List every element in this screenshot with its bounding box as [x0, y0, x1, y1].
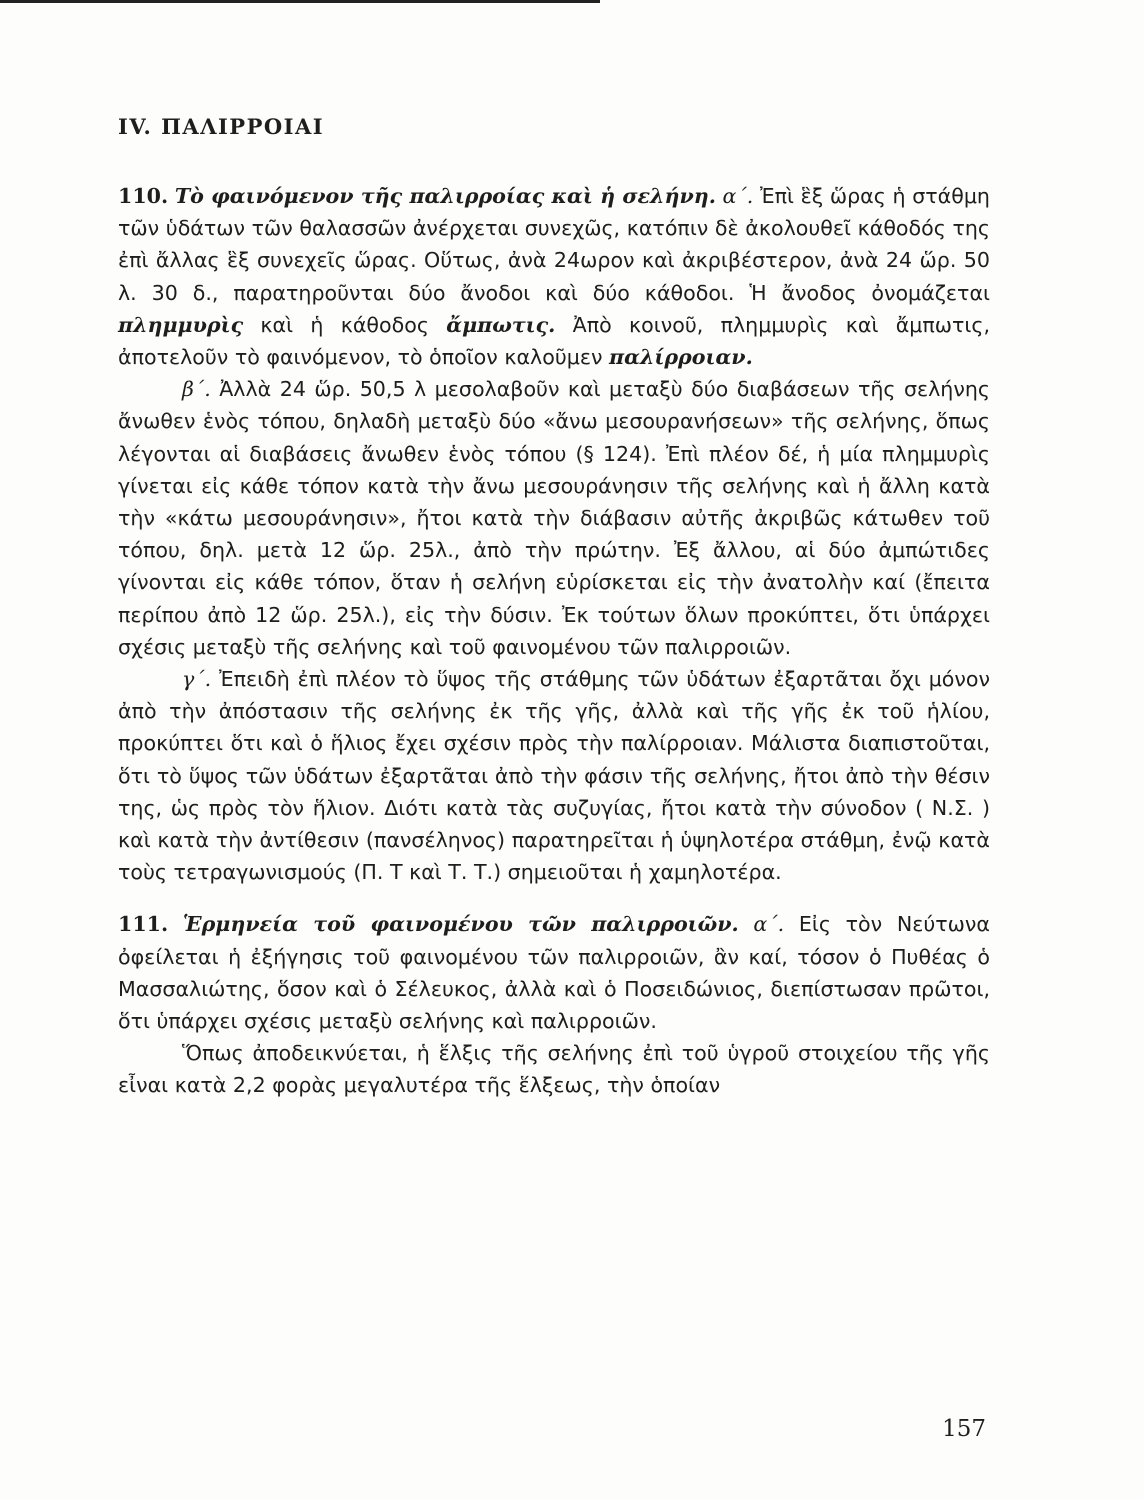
- key-term: ἄμπωτις.: [446, 312, 556, 337]
- page-edge-mark: [0, 0, 600, 3]
- enum-label: β΄.: [182, 377, 211, 402]
- section-number: 111.: [118, 912, 169, 937]
- section-title: Τὸ φαινόμενον τῆς παλιρροίας καὶ ἡ σελήνη.: [174, 184, 716, 208]
- book-page: [118, 112, 990, 1102]
- paragraph-text: Ἐπειδὴ ἐπὶ πλέον τὸ ὕψος τῆς στάθμης τῶν ὑδάτων ἐξαρτᾶται ὄχι μόνον ἀπὸ τὴν ἀπόστασιν τῆς σελήνης ἐκ τῆς γῆς, ἀλλὰ καὶ τῆς γῆς ἐκ τοῦ ἡλίου, προκύπτει ὅτι καὶ ὁ ἥλιος ἔχει σχέσιν πρὸς τὴν παλίρροιαν. Μάλιστα διαπιστοῦται, ὅτι τὸ ὕψος τῶν ὑδάτων ἐξαρτᾶται ἀπὸ τὴν φάσιν τῆς σελήνης, ἤτοι ἀπὸ τὴν θέσιν της, ὡς πρὸς τὸν ἥλιον. Διότι κατὰ τὰς συζυγίας, ἤτοι κατὰ τὴν σύνοδον ( Ν.Σ. ) καὶ κατὰ τὴν ἀντίθεσιν (πανσέληνος) παρατηρεῖται ἡ ὑψηλοτέρα στάθμη, ἐνῷ κατὰ τοὺς τετραγωνισμούς (Π. Τ καὶ Τ. Τ.) σημειοῦται ἡ χαμηλοτέρα.: [118, 667, 991, 885]
- paragraph-text: Ἐπὶ ἓξ ὥρας ἡ στάθμη τῶν ὑδάτων τῶν θαλασσῶν ἀνέρχεται συνεχῶς, κατόπιν δὲ ἀκολουθεῖ κάθοδός της ἐπὶ ἄλλας ἓξ συνεχεῖς ὥρας. Οὕτως, ἀνὰ 24ωρον καὶ ἀκριβέστερον, ἀνὰ 24 ὥρ. 50 λ. 30 δ., παρατηροῦνται δύο ἄνοδοι καὶ δύο κάθοδοι. Ἡ ἄνοδος ὀνομάζεται: [118, 184, 990, 305]
- key-term: πλημμυρὶς: [118, 312, 244, 337]
- section-title: Ἑρμηνεία τοῦ φαινομένου τῶν παλιρροιῶν.: [182, 912, 739, 937]
- key-term: παλίρροιαν.: [609, 345, 753, 370]
- enum-label: α΄.: [753, 912, 785, 937]
- section-111-paragraph-2: [118, 1037, 990, 1101]
- paragraph-text: Ἀπὸ κοινοῦ, πλημμυρὶς καὶ ἄμπωτις, ἀποτελοῦν τὸ φαινόμενον, τὸ ὁποῖον καλοῦμεν: [118, 312, 991, 370]
- enum-label: γ΄.: [182, 667, 212, 692]
- section-110-intro: [118, 180, 990, 373]
- enum-label: α΄.: [722, 184, 754, 208]
- paragraph-text: Ἀλλὰ 24 ὥρ. 50,5 λ μεσολαβοῦν καὶ μεταξὺ δύο διαβάσεων τῆς σελήνης ἄνωθεν ἑνὸς τόπου, δηλαδὴ μεταξὺ δύο «ἄνω μεσουρανήσεων» τῆς σελήνης, ὅπως λέγονται αἱ διαβάσεις ἄνωθεν ἑνὸς τόπου (§ 124). Ἐπὶ πλέον δέ, ἡ μία πλημμυρὶς γίνεται εἰς κάθε τόπον κατὰ τὴν ἄνω μεσουράνησιν τῆς σελήνης καὶ ἡ ἄλλη κατὰ τὴν «κάτω μεσουράνησιν», ἤτοι κατὰ τὴν διάβασιν αὐτῆς ἀκριβῶς κάτωθεν τοῦ τόπου, δηλ. μετὰ 12 ὥρ. 25λ., ἀπὸ τὴν πρώτην. Ἐξ ἄλλου, αἱ δύο ἀμπώτιδες γίνονται εἰς κάθε τόπον, ὅταν ἡ σελήνη εὑρίσκεται εἰς τὴν ἀνατολὴν καί (ἔπειτα περίπου ἀπὸ 12 ὥρ. 25λ.), εἰς τὴν δύσιν. Ἐκ τούτων ὅλων προκύπτει, ὅτι ὑπάρχει σχέσις μεταξὺ τῆς σελήνης καὶ τοῦ φαινομένου τῶν παλιρροιῶν.: [118, 377, 991, 659]
- chapter-title: IV. ΠΑΛΙΡΡΟΙΑΙ: [118, 114, 325, 139]
- section-110-paragraph-b: [118, 373, 990, 663]
- paragraph-text: καὶ ἡ κάθοδος: [260, 312, 429, 337]
- paragraph-text: Εἰς τὸν Νεύτωνα ὀφείλεται ἡ ἐξήγησις τοῦ φαινομένου τῶν παλιρροιῶν, ἂν καί, τόσον ὁ Πυθέας ὁ Μασσαλιώτης, ὅσον καὶ ὁ Σέλευκος, ἀλλὰ καὶ ὁ Ποσειδώνιος, διεπίστωσαν πρῶτοι, ὅτι ὑπάρχει σχέσις μεταξὺ σελήνης καὶ παλιρροιῶν.: [118, 912, 991, 1034]
- section-number: 110.: [118, 184, 169, 208]
- body-text: [118, 180, 990, 1102]
- paragraph-text: Ὅπως ἀποδεικνύεται, ἡ ἕλξις τῆς σελήνης ἐπὶ τοῦ ὑγροῦ στοιχείου τῆς γῆς εἶναι κατὰ 2,2 φορὰς μεγαλυτέρα τῆς ἕλξεως, τὴν ὁποίαν: [118, 1041, 990, 1098]
- page-number: 157: [942, 1416, 986, 1442]
- section-110-paragraph-g: [118, 663, 990, 888]
- section-111-intro: [118, 908, 990, 1037]
